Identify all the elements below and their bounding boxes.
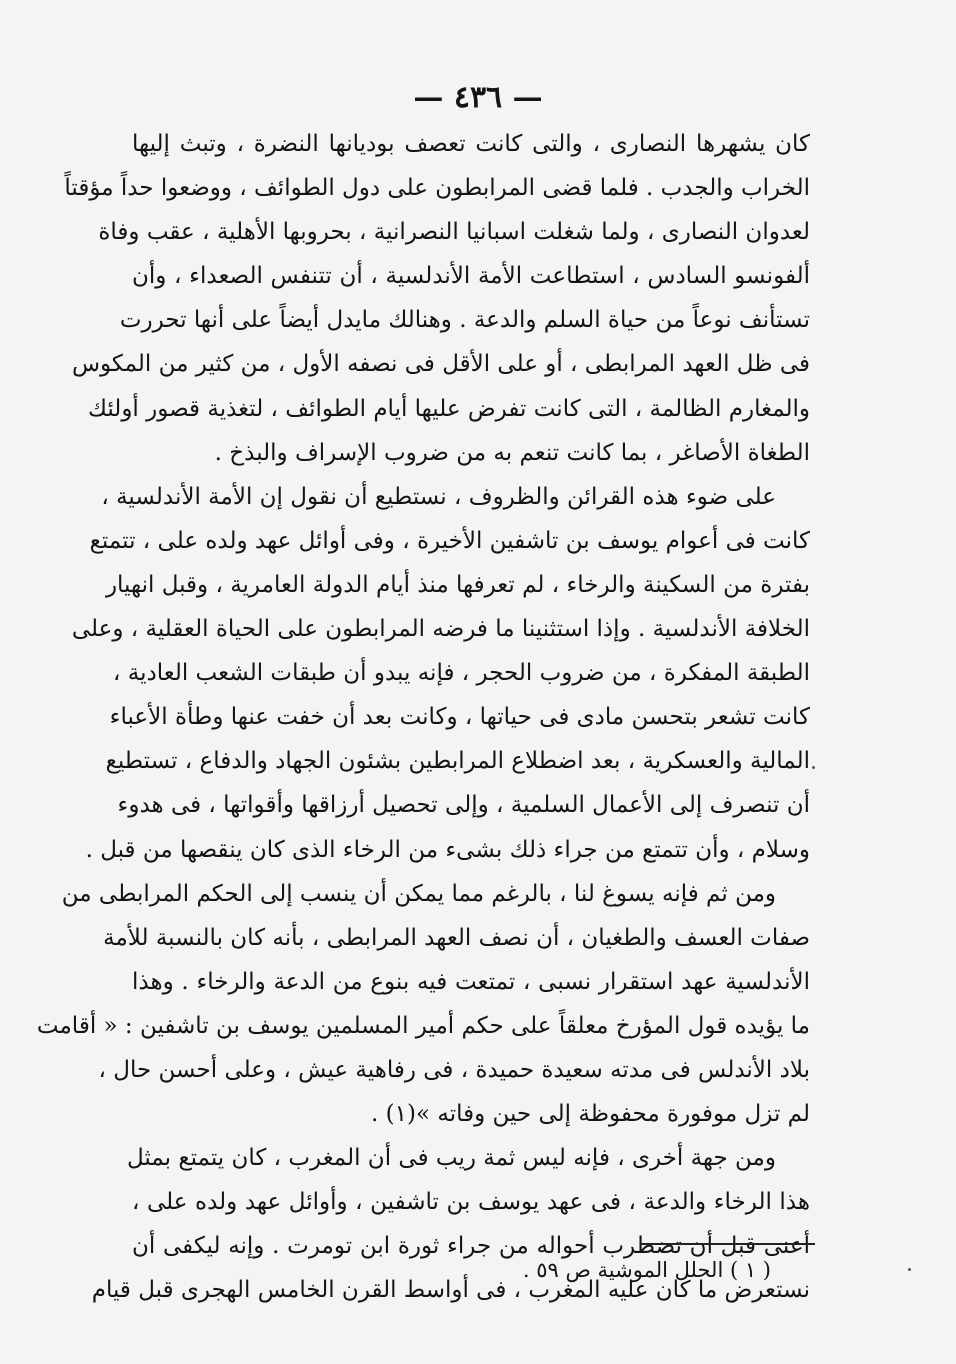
text-line: ومن ثم فإنه يسوغ لنا ، بالرغم مما يمكن أن ينسب إلى الحكم المرابطى من xyxy=(61,880,776,907)
text-line: المالية والعسكرية ، بعد اضطلاع المرابطين بشئون الجهاد والدفاع ، تستطيع xyxy=(105,748,810,775)
text-line: كانت تشعر بتحسن مادى فى حياتها ، وكانت بعد أن خفت عنها وطأة الأعباء xyxy=(109,704,810,731)
text-line: على ضوء هذه القرائن والظروف ، نستطيع أن نقول إن الأمة الأندلسية ، xyxy=(101,483,776,510)
text-line: فى ظل العهد المرابطى ، أو على الأقل فى نصفه الأول ، من كثير من المكوس xyxy=(71,351,810,378)
text-line: الخراب والجدب . فلما قضى المرابطون على دول الطوائف ، ووضعوا حداً مؤقتاً xyxy=(64,175,810,202)
text-line: أعنى قبل أن تضطرب أحواله من جراء ثورة ابن تومرت . وإنه ليكفى أن xyxy=(132,1233,810,1260)
footnote-divider xyxy=(640,1243,815,1245)
text-line: الطغاة الأصاغر ، بما كانت تنعم به من ضروب الإسراف والبذخ . xyxy=(214,439,810,466)
text-line: بفترة من السكينة والرخاء ، لم تعرفها منذ أيام الدولة العامرية ، وقبل انهيار xyxy=(105,571,810,598)
text-line: ألفونسو السادس ، استطاعت الأمة الأندلسية ، أن تتنفس الصعداء ، وأن xyxy=(132,263,810,290)
text-line: أن تنصرف إلى الأعمال السلمية ، وإلى تحصيل أرزاقها وأقواتها ، فى هدوء xyxy=(117,792,810,819)
text-line: نستعرض ما كان عليه المغرب ، فى أواسط القرن الخامس الهجرى قبل قيام xyxy=(91,1277,810,1304)
text-line: صفات العسف والطغيان ، أن نصف العهد المرابطى ، بأنه كان بالنسبة للأمة xyxy=(103,924,810,951)
page-number: — ٤٣٦ — xyxy=(413,80,543,115)
body-text xyxy=(36,122,810,1313)
text-line: بلاد الأندلس فى مدته سعيدة حميدة ، فى رفاهية عيش ، وعلى أحسن حال ، xyxy=(98,1056,810,1083)
text-line: الطبقة المفكرة ، من ضروب الحجر ، فإنه يبدو أن طبقات الشعب العادية ، xyxy=(113,660,810,687)
text-line: كان يشهرها النصارى ، والتى كانت تعصف بوديانها النضرة ، وتبث إليها xyxy=(132,131,810,157)
text-line: الخلافة الأندلسية . وإذا استثنينا ما فرضه المرابطون على الحياة العقلية ، وعلى xyxy=(71,616,810,643)
scan-speck xyxy=(812,766,815,769)
text-line: تستأنف نوعاً من حياة السلم والدعة . وهنالك مايدل أيضاً على أنها تحررت xyxy=(119,307,810,334)
scan-speck xyxy=(908,1268,911,1271)
text-line: هذا الرخاء والدعة ، فى عهد يوسف بن تاشفين ، وأوائل عهد ولده على ، xyxy=(132,1189,810,1216)
text-line: ومن جهة أخرى ، فإنه ليس ثمة ريب فى أن المغرب ، كان يتمتع بمثل xyxy=(126,1145,776,1172)
text-line: والمغارم الظالمة ، التى كانت تفرض عليها أيام الطوائف ، لتغذية قصور أولئك xyxy=(87,395,810,422)
footnote: ( ١ ) الحلل الموشية ص ٥٩ . xyxy=(522,1258,771,1282)
text-line: الأندلسية عهد استقرار نسبى ، تمتعت فيه بنوع من الدعة والرخاء . وهذا xyxy=(132,968,810,995)
text-line: كانت فى أعوام يوسف بن تاشفين الأخيرة ، وفى أوائل عهد ولده على ، تتمتع xyxy=(89,527,810,554)
text-line: لعدوان النصارى ، ولما شغلت اسبانيا النصرانية ، بحروبها الأهلية ، عقب وفاة xyxy=(98,219,810,246)
text-line: ما يؤيده قول المؤرخ معلقاً على حكم أمير المسلمين يوسف بن تاشفين : « أقامت xyxy=(36,1012,810,1039)
text-line: وسلام ، وأن تتمتع من جراء ذلك بشىء من الرخاء الذى كان ينقصها من قبل . xyxy=(85,836,810,863)
text-line: لم تزل موفورة محفوظة إلى حين وفاته »(١) . xyxy=(371,1101,810,1128)
